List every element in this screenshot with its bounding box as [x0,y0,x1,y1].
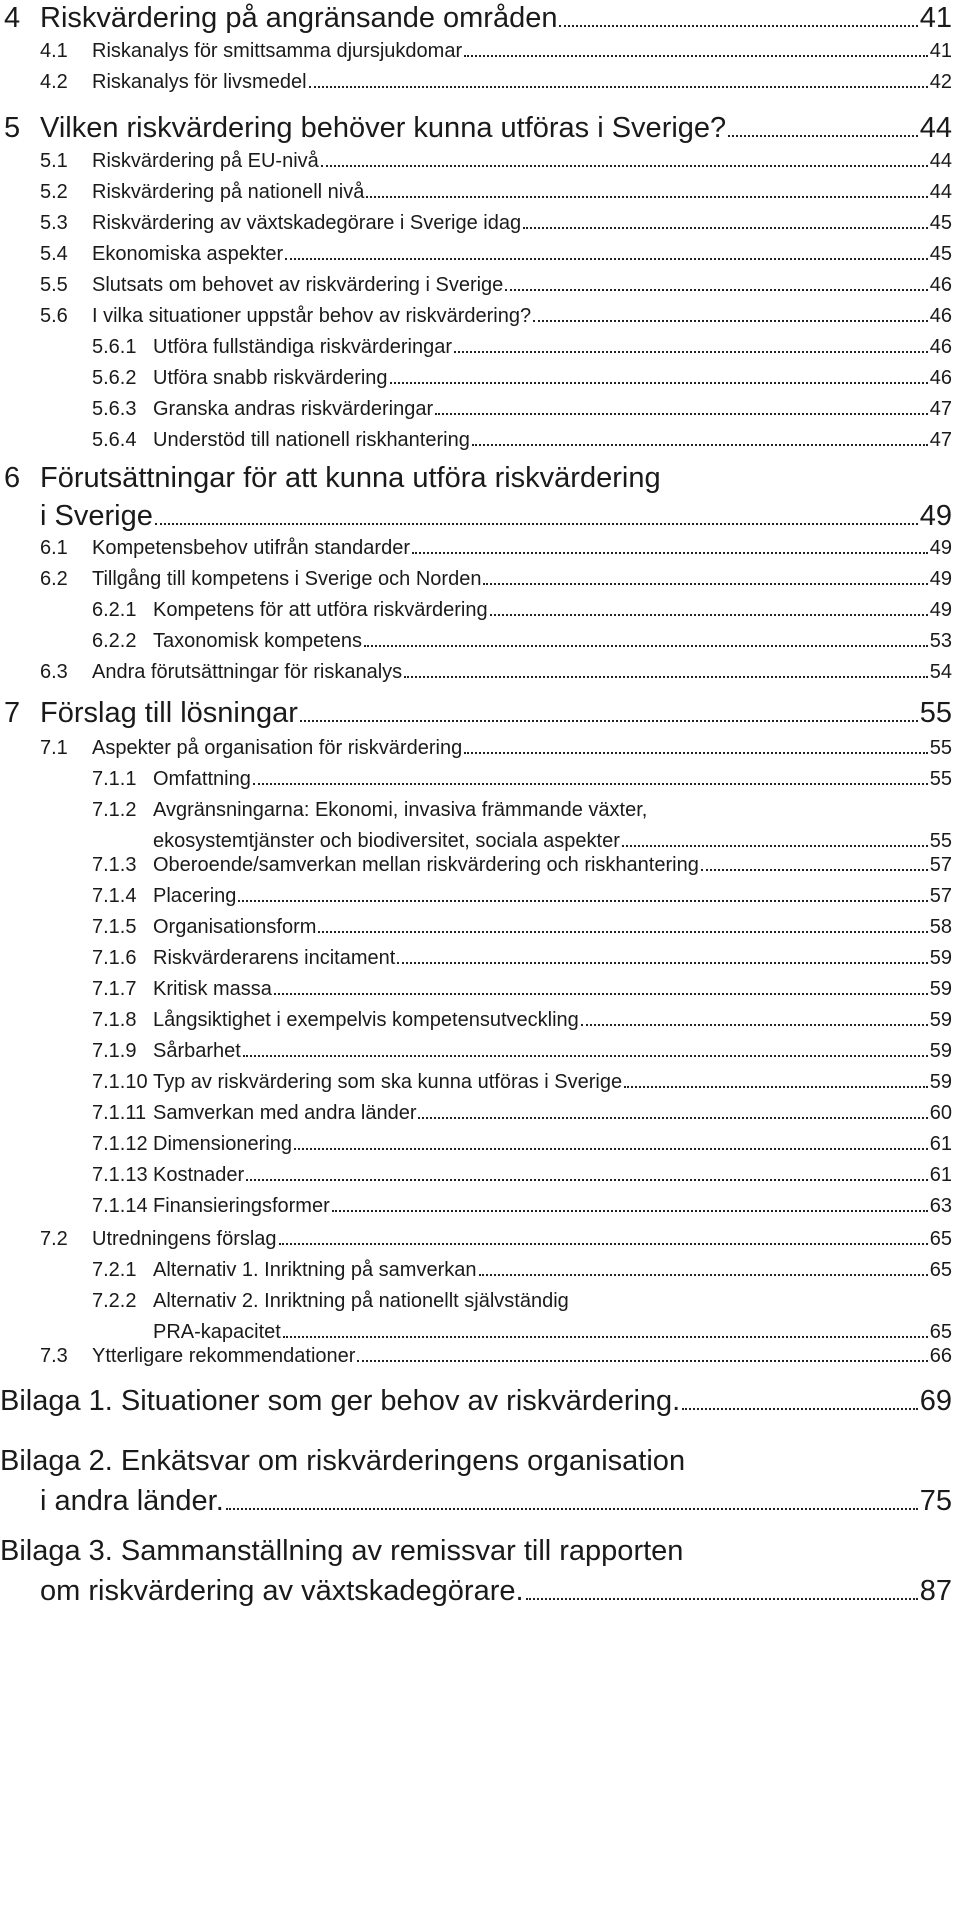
toc-entry-page: 49 [929,599,952,621]
toc-entry[interactable] [0,1385,960,1425]
toc-entry-page: 44 [929,150,952,172]
toc-entry[interactable] [0,947,960,978]
toc-entry-number: 7 [4,697,21,729]
toc-entry-number: 6.2 [40,568,68,590]
toc-entry-page: 55 [929,768,952,790]
dot-leader [155,522,918,525]
toc-entry-title: Förslag till lösningar [40,697,298,729]
dot-leader [622,844,928,847]
dot-leader [364,644,928,647]
toc-entry[interactable] [0,1290,960,1352]
toc-entry-title: Riskvärdering av växtskadegörare i Sverige idag [92,212,522,234]
toc-entry-title: Dimensionering [153,1133,292,1155]
dot-leader [454,350,928,353]
toc-entry-number: 7.1.5 [92,916,137,938]
dot-leader [523,226,928,229]
toc-entry[interactable] [0,916,960,947]
toc-entry-number: 5.2 [40,181,68,203]
toc-entry-title: Kompetensbehov utifrån standarder [92,537,410,559]
toc-entry[interactable] [0,1133,960,1164]
toc-entry[interactable] [0,854,960,885]
toc-entry-number: 7.1.7 [92,978,137,1000]
toc-entry-title: Ekonomiska aspekter [92,243,284,265]
toc-entry-number: 7.2.2 [92,1290,137,1312]
toc-entry-page: 41 [929,40,952,62]
toc-entry-number: 7.1.13 [92,1164,148,1186]
toc-entry-page: 46 [929,305,952,327]
toc-entry-page: 47 [929,398,952,420]
toc-entry-number: 6 [4,462,21,494]
dot-leader [283,1335,928,1338]
toc-entry-number: 5.1 [40,150,68,172]
toc-entry-number: 5.6.2 [92,367,137,389]
toc-entry[interactable] [0,462,960,538]
toc-entry-title: Vilken riskvärdering behöver kunna utföras i Sverige? [40,112,727,144]
toc-entry-number: 5.6 [40,305,68,327]
toc-entry-page: 49 [919,500,952,532]
toc-entry-page: 46 [929,367,952,389]
toc-entry[interactable] [0,799,960,861]
toc-entry[interactable] [0,599,960,630]
toc-entry-title: Oberoende/samverkan mellan riskvärdering och riskhantering [153,854,699,876]
toc-entry-number: 5.6.1 [92,336,137,358]
dot-leader [321,164,928,167]
toc-entry-number: 5.4 [40,243,68,265]
toc-entry-number: 7.1.4 [92,885,137,907]
dot-leader [238,899,927,902]
toc-entry-title: Placering [153,885,237,907]
toc-entry[interactable] [0,1040,960,1071]
toc-entry[interactable] [0,978,960,1009]
dot-leader [490,613,928,616]
dot-leader [226,1507,918,1510]
toc-entry-number: 7.2 [40,1228,68,1250]
toc-entry-title: Understöd till nationell riskhantering [153,429,470,451]
toc-entry-title: Omfattning [153,768,251,790]
dot-leader [397,961,927,964]
toc-entry-number: 7.3 [40,1345,68,1367]
toc-entry-number: 7.1.12 [92,1133,148,1155]
toc-entry-page: 66 [929,1345,952,1367]
toc-entry-page: 53 [929,630,952,652]
toc-entry-title: Riskvärderarens incitament [153,947,396,969]
toc-entry-title: Alternativ 1. Inriktning på samverkan [153,1259,477,1281]
toc-entry-title: Riskvärdering på nationell nivå [92,181,365,203]
toc-entry-title: Sårbarhet [153,1040,241,1062]
dot-leader [464,751,928,754]
toc-entry-number: 6.3 [40,661,68,683]
dot-leader [243,1054,928,1057]
dot-leader [412,551,928,554]
toc-entry-number: 7.1.11 [92,1102,147,1124]
toc-entry-number: 6.2.1 [92,599,137,621]
dot-leader [479,1273,928,1276]
toc-entry[interactable] [0,305,960,336]
dot-leader [309,85,928,88]
toc-entry-title: Typ av riskvärdering som ska kunna utföras i Sverige [153,1071,623,1093]
dot-leader [366,195,927,198]
toc-entry-number: 5.6.4 [92,429,137,451]
toc-entry-page: 55 [919,697,952,729]
toc-entry[interactable] [0,398,960,429]
toc-entry-number: 7.1.1 [92,768,137,790]
toc-entry[interactable] [0,112,960,150]
toc-entry-page: 75 [919,1485,952,1517]
toc-entry[interactable] [0,568,960,599]
toc-entry[interactable] [0,274,960,305]
toc-entry-number: 7.1 [40,737,68,759]
toc-entry-page: 54 [929,661,952,683]
toc-entry[interactable] [0,212,960,243]
dot-leader [318,930,927,933]
toc-entry-page: 44 [929,181,952,203]
toc-entry-title: Förutsättningar för att kunna utföra riskvärdering [40,462,661,494]
toc-entry-title: Finansieringsformer [153,1195,330,1217]
toc-entry-number: 7.1.3 [92,854,137,876]
dot-leader [464,54,928,57]
toc-entry[interactable] [0,40,960,71]
toc-entry-page: 61 [929,1164,952,1186]
toc-entry-page: 59 [929,1071,952,1093]
toc-entry[interactable] [0,243,960,274]
dot-leader [505,288,927,291]
toc-entry-page: 65 [929,1259,952,1281]
toc-entry-title: Riskanalys för smittsamma djursjukdomar [92,40,463,62]
dot-leader [559,24,917,27]
toc-entry-page: 57 [929,854,952,876]
toc-entry-title: Slutsats om behovet av riskvärdering i Sverige [92,274,504,296]
dot-leader [279,1242,928,1245]
toc-entry[interactable] [0,1535,960,1615]
toc-entry[interactable] [0,181,960,212]
toc-entry-page: 44 [919,112,952,144]
toc-entry-page: 55 [929,737,952,759]
toc-entry-title-continued: om riskvärdering av växtskadegörare. [40,1575,524,1607]
dot-leader [357,1359,927,1362]
toc-entry-title: Utföra snabb riskvärdering [153,367,388,389]
dot-leader [294,1147,928,1150]
dot-leader [472,443,928,446]
toc-entry[interactable] [0,697,960,735]
toc-entry-page: 60 [929,1102,952,1124]
dot-leader [728,134,918,137]
toc-entry-title: Alternativ 2. Inriktning på nationellt självständig [153,1290,569,1312]
dot-leader [418,1116,927,1119]
toc-entry[interactable] [0,737,960,768]
toc-entry-title: Tillgång till kompetens i Sverige och Norden [92,568,482,590]
toc-entry-page: 65 [929,1321,952,1343]
toc-entry-title: Utredningens förslag [92,1228,277,1250]
toc-entry[interactable] [0,1102,960,1133]
dot-leader [246,1178,928,1181]
dot-leader [526,1597,918,1600]
toc-entry-number: 5.5 [40,274,68,296]
toc-entry-title-continued: PRA-kapacitet [153,1321,281,1343]
dot-leader [332,1209,928,1212]
toc-entry-page: 59 [929,947,952,969]
toc-entry-number: 4 [4,2,21,34]
toc-entry-title: Bilaga 2. Enkätsvar om riskvärderingens organisation [0,1445,686,1477]
dot-leader [682,1407,917,1410]
toc-entry-title: Granska andras riskvärderingar [153,398,434,420]
toc-entry-title: Bilaga 1. Situationer som ger behov av riskvärdering. [0,1385,681,1417]
toc-entry-page: 65 [929,1228,952,1250]
toc-entry[interactable] [0,336,960,367]
toc-entry-number: 6.1 [40,537,68,559]
toc-entry-page: 87 [919,1575,952,1607]
toc-entry-title: Riskvärdering på angränsande områden [40,2,558,34]
toc-entry[interactable] [0,885,960,916]
toc-entry-page: 61 [929,1133,952,1155]
toc-entry-page: 45 [929,243,952,265]
toc-entry-title: Organisationsform [153,916,317,938]
toc-entry-title-continued: i andra länder. [40,1485,224,1517]
toc-entry[interactable] [0,1259,960,1290]
toc-entry-page: 63 [929,1195,952,1217]
toc-entry-number: 4.2 [40,71,68,93]
toc-entry[interactable] [0,367,960,398]
toc-entry-title: Långsiktighet i exempelvis kompetensutveckling [153,1009,579,1031]
dot-leader [390,381,928,384]
dot-leader [435,412,928,415]
toc-entry-number: 7.1.2 [92,799,137,821]
toc-entry-title: Taxonomisk kompetens [153,630,362,652]
toc-entry[interactable] [0,630,960,661]
toc-entry-number: 7.1.6 [92,947,137,969]
toc-entry-number: 7.1.8 [92,1009,137,1031]
toc-entry[interactable] [0,71,960,102]
toc-entry-number: 7.1.14 [92,1195,148,1217]
dot-leader [701,868,928,871]
dot-leader [253,782,928,785]
toc-entry-page: 46 [929,336,952,358]
toc-entry[interactable] [0,1195,960,1226]
toc-entry-title: Aspekter på organisation för riskvärdering [92,737,463,759]
toc-entry-title: Utföra fullständiga riskvärderingar [153,336,453,358]
toc-entry-number: 7.2.1 [92,1259,137,1281]
dot-leader [300,719,918,722]
toc-entry[interactable] [0,2,960,40]
toc-entry-page: 55 [929,830,952,852]
toc-entry-page: 57 [929,885,952,907]
toc-entry-page: 59 [929,1009,952,1031]
toc-entry[interactable] [0,429,960,460]
dot-leader [285,257,928,260]
toc-entry-page: 42 [929,71,952,93]
dot-leader [533,319,928,322]
toc-entry-title-continued: i Sverige [40,500,153,532]
toc-entry-page: 49 [929,568,952,590]
toc-entry-page: 59 [929,1040,952,1062]
toc-entry-title: Bilaga 3. Sammanställning av remissvar till rapporten [0,1535,684,1567]
toc-entry[interactable] [0,1345,960,1376]
toc-entry-title: Riskanalys för livsmedel [92,71,307,93]
toc-entry-title: Avgränsningarna: Ekonomi, invasiva främmande växter, [153,799,648,821]
toc-entry-page: 47 [929,429,952,451]
toc-entry[interactable] [0,1445,960,1525]
toc-entry-title: Riskvärdering på EU-nivå [92,150,319,172]
toc-entry[interactable] [0,1009,960,1040]
dot-leader [624,1085,928,1088]
toc-entry-number: 5.3 [40,212,68,234]
toc-entry-number: 4.1 [40,40,68,62]
toc-entry-title: I vilka situationer uppstår behov av riskvärdering? [92,305,532,327]
toc-entry[interactable] [0,768,960,799]
toc-entry-title: Kritisk massa [153,978,272,1000]
toc-entry-number: 7.1.10 [92,1071,148,1093]
toc-entry[interactable] [0,537,960,568]
toc-entry-page: 59 [929,978,952,1000]
toc-entry[interactable] [0,1071,960,1102]
toc-entry-title: Ytterligare rekommendationer [92,1345,356,1367]
toc-entry-title: Andra förutsättningar för riskanalys [92,661,403,683]
toc-entry-page: 41 [919,2,952,34]
dot-leader [483,582,927,585]
toc-entry-page: 45 [929,212,952,234]
toc-entry-number: 6.2.2 [92,630,137,652]
toc-entry[interactable] [0,661,960,692]
toc-entry-page: 46 [929,274,952,296]
dot-leader [404,675,928,678]
toc-entry-page: 58 [929,916,952,938]
toc-entry-title: Kompetens för att utföra riskvärdering [153,599,488,621]
dot-leader [581,1023,928,1026]
toc-entry-title: Samverkan med andra länder [153,1102,417,1124]
toc-entry-page: 69 [919,1385,952,1417]
toc-entry[interactable] [0,1228,960,1259]
toc-entry-title: Kostnader [153,1164,245,1186]
toc-entry[interactable] [0,150,960,181]
toc-entry-number: 7.1.9 [92,1040,137,1062]
toc-entry-page: 49 [929,537,952,559]
dot-leader [274,992,928,995]
toc-entry-number: 5 [4,112,21,144]
toc-entry-title-continued: ekosystemtjänster och biodiversitet, sociala aspekter [153,830,620,852]
toc-entry-number: 5.6.3 [92,398,137,420]
toc-entry[interactable] [0,1164,960,1195]
